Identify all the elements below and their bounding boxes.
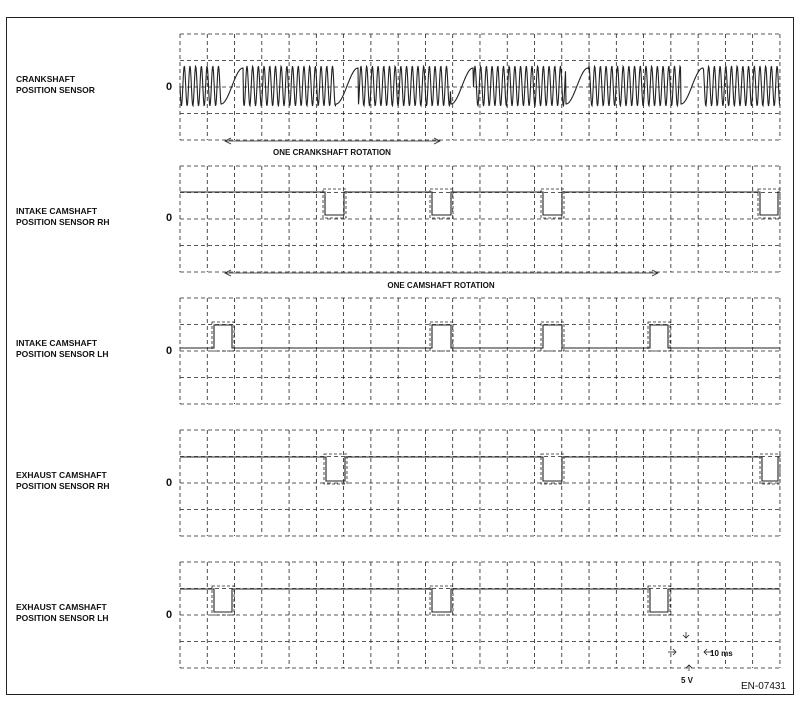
channel-label-line: EXHAUST CAMSHAFT bbox=[16, 470, 107, 480]
channel-label-exhaust-rh bbox=[16, 470, 110, 491]
pulse-marker bbox=[758, 189, 780, 218]
zero-marker: 0 bbox=[166, 212, 173, 224]
cam-rotation-marker bbox=[225, 270, 658, 290]
channel-label-line: POSITION SENSOR LH bbox=[16, 613, 109, 623]
pulse-marker bbox=[541, 189, 564, 218]
zero-marker: 0 bbox=[166, 609, 173, 621]
channel-label-crankshaft bbox=[16, 74, 95, 95]
channel-label-line: EXHAUST CAMSHAFT bbox=[16, 602, 107, 612]
pulse-marker bbox=[648, 586, 670, 615]
pulse-marker bbox=[430, 322, 453, 351]
voltage-scale-label: 5 V bbox=[681, 676, 694, 685]
channel-label-line: CRANKSHAFT bbox=[16, 74, 76, 84]
channel-label-line: POSITION SENSOR bbox=[16, 85, 95, 95]
figure-border bbox=[7, 18, 794, 695]
pulse-marker bbox=[430, 586, 453, 615]
grid-exhaust_rh bbox=[180, 430, 780, 536]
pulse-marker bbox=[430, 189, 453, 218]
pulse-marker bbox=[541, 322, 564, 351]
channel-label-line: INTAKE CAMSHAFT bbox=[16, 338, 98, 348]
grid-intake_lh bbox=[180, 298, 780, 404]
grid-intake_rh bbox=[180, 166, 780, 272]
grid-exhaust_lh bbox=[180, 562, 780, 668]
pulse-marker bbox=[212, 322, 234, 351]
channel-label-line: POSITION SENSOR LH bbox=[16, 349, 109, 359]
pulse-marker bbox=[648, 322, 670, 351]
channel-label-line: POSITION SENSOR RH bbox=[16, 481, 110, 491]
grid-layer bbox=[180, 34, 780, 668]
zero-marker: 0 bbox=[166, 345, 173, 357]
zero-marker: 0 bbox=[166, 477, 173, 489]
channel-label-line: INTAKE CAMSHAFT bbox=[16, 206, 98, 216]
channel-label-intake-rh bbox=[16, 206, 110, 227]
pulse-marker bbox=[541, 454, 564, 484]
scale-indicator bbox=[668, 632, 733, 685]
pulse-marker bbox=[760, 454, 780, 484]
figure-id: EN-07431 bbox=[740, 681, 786, 692]
pulse-marker bbox=[212, 586, 234, 615]
crank-rotation-label: ONE CRANKSHAFT ROTATION bbox=[273, 148, 391, 157]
channel-label-line: POSITION SENSOR RH bbox=[16, 217, 110, 227]
grid-crank bbox=[180, 34, 780, 140]
cam-rotation-label: ONE CAMSHAFT ROTATION bbox=[387, 281, 495, 290]
channel-label-intake-lh bbox=[16, 338, 109, 359]
channel-label-exhaust-lh bbox=[16, 602, 109, 623]
zero-marker: 0 bbox=[166, 81, 173, 93]
pulse-marker bbox=[323, 189, 346, 218]
time-scale-label: 10 ms bbox=[710, 649, 733, 658]
crank-rotation-marker bbox=[225, 138, 440, 157]
